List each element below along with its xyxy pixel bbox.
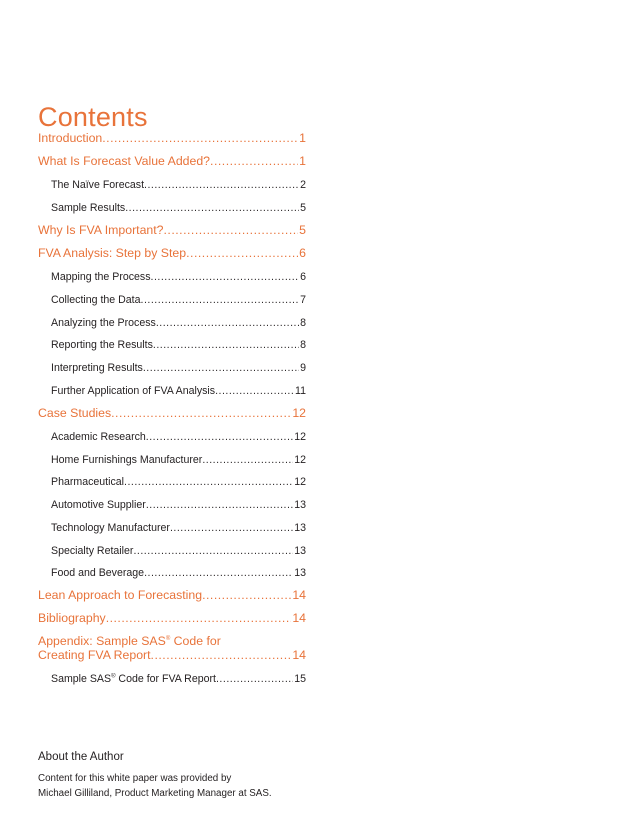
toc-entry-page: 14 (292, 648, 306, 662)
toc-entry-label: What Is Forecast Value Added? (38, 154, 211, 168)
toc-entry-what-is-fva[interactable] (38, 154, 306, 168)
toc-entry-page: 5 (299, 223, 306, 237)
dot-leader (133, 545, 293, 557)
toc-entry-page: 6 (300, 271, 306, 283)
toc-entry-page: 2 (300, 179, 306, 191)
dot-leader (153, 339, 299, 351)
dot-leader (102, 131, 298, 145)
toc-entry-label: Technology Manufacturer (51, 522, 170, 534)
dot-leader (146, 499, 293, 511)
about-author-line: Content for this white paper was provided by (38, 773, 232, 784)
toc-entry-bibliography[interactable] (38, 611, 306, 625)
dot-leader (216, 673, 293, 685)
toc-entry-page: 15 (294, 673, 306, 685)
dot-leader (144, 179, 299, 191)
toc-entry-label: Academic Research (51, 431, 146, 443)
toc-entry-page: 12 (292, 406, 306, 420)
toc-entry-label: Creating FVA Report (38, 648, 151, 662)
toc-entry-naive-forecast[interactable] (51, 179, 306, 191)
dot-leader (164, 223, 299, 237)
toc-entry-label: Introduction (38, 131, 103, 145)
toc-entry-page: 13 (294, 522, 306, 534)
toc-entry-appendix[interactable] (38, 634, 306, 662)
toc-entry-sample-results[interactable] (51, 202, 306, 214)
toc-entry-page: 8 (300, 317, 306, 329)
toc-entry-technology[interactable] (51, 522, 306, 534)
toc-entry-pharmaceutical[interactable] (51, 476, 306, 488)
toc-entry-page: 13 (294, 499, 306, 511)
registered-mark: ® (165, 635, 171, 642)
dot-leader (186, 246, 298, 260)
toc-entry-page: 1 (299, 131, 306, 145)
toc-entry-food-beverage[interactable] (51, 567, 306, 579)
dot-leader (170, 522, 293, 534)
toc-entry-label: Food and Beverage (51, 567, 145, 579)
toc-entry-label: Interpreting Results (51, 362, 143, 374)
toc-entry-academic-research[interactable] (51, 431, 306, 443)
toc-entry-automotive[interactable] (51, 499, 306, 511)
dot-leader (124, 476, 293, 488)
dot-leader (141, 294, 300, 306)
dot-leader (151, 648, 292, 662)
about-author-line: Michael Gilliland, Product Marketing Manager at SAS. (38, 788, 272, 799)
toc-entry-label: The Naïve Forecast (51, 179, 145, 191)
registered-mark: ® (111, 673, 116, 680)
about-author-heading: About the Author (38, 751, 124, 763)
dot-leader (151, 271, 300, 283)
dot-leader (125, 202, 299, 214)
toc-entry-collecting[interactable] (51, 294, 306, 306)
dot-leader (144, 567, 293, 579)
page-title: Contents (38, 102, 148, 133)
toc-entry-fva-analysis[interactable] (38, 246, 306, 260)
toc-entry-sample-sas-code[interactable] (51, 673, 306, 685)
toc-entry-page: 1 (299, 154, 306, 168)
toc-entry-page: 12 (294, 431, 306, 443)
toc-entry-lean-approach[interactable] (38, 588, 306, 602)
toc-entry-label: Home Furnishings Manufacturer (51, 454, 203, 466)
toc-entry-label: FVA Analysis: Step by Step (38, 246, 187, 260)
toc-entry-label: Specialty Retailer (51, 545, 134, 557)
toc-entry-why-fva[interactable] (38, 223, 306, 237)
toc-entry-home-furnishings[interactable] (51, 454, 306, 466)
toc-entry-label: Pharmaceutical (51, 476, 125, 488)
toc-entry-page: 13 (294, 567, 306, 579)
toc-entry-label: Automotive Supplier (51, 499, 146, 511)
toc-entry-reporting[interactable] (51, 339, 306, 351)
dot-leader (106, 611, 292, 625)
toc-entry-page: 12 (294, 476, 306, 488)
toc-entry-page: 7 (300, 294, 306, 306)
toc-entry-specialty-retailer[interactable] (51, 545, 306, 557)
toc-entry-introduction[interactable] (38, 131, 306, 145)
toc-entry-label: Analyzing the Process (51, 317, 156, 329)
toc-entry-page: 11 (295, 385, 306, 397)
toc-entry-label: Case Studies (38, 406, 112, 420)
toc-entry-label: Further Application of FVA Analysis (51, 385, 216, 397)
toc-entry-label: Reporting the Results (51, 339, 153, 351)
dot-leader (210, 154, 298, 168)
toc-entry-label: Lean Approach to Forecasting (38, 588, 203, 602)
toc-entry-page: 14 (292, 588, 306, 602)
dot-leader (143, 362, 299, 374)
toc-entry-line (38, 634, 306, 648)
toc-entry-page: 5 (300, 202, 306, 214)
toc-entry-label: Sample Results (51, 202, 126, 214)
toc-entry-page: 13 (294, 545, 306, 557)
toc-entry-page: 12 (294, 454, 306, 466)
toc-entry-label: Mapping the Process (51, 271, 151, 283)
toc-entry-page: 8 (300, 339, 306, 351)
dot-leader (111, 406, 291, 420)
toc-entry-label: Why Is FVA Important? (38, 223, 164, 237)
about-author-text (38, 771, 338, 801)
dot-leader (202, 454, 293, 466)
dot-leader (156, 317, 299, 329)
toc-entry-line (38, 648, 306, 662)
toc-entry-analyzing[interactable] (51, 317, 306, 329)
toc-entry-page: 6 (299, 246, 306, 260)
toc-entry-case-studies[interactable] (38, 406, 306, 420)
toc-entry-mapping[interactable] (51, 271, 306, 283)
toc-entry-interpreting[interactable] (51, 362, 306, 374)
toc-entry-label: Sample SAS® Code for FVA Report (51, 673, 216, 685)
toc-entry-further-application[interactable] (51, 385, 306, 397)
dot-leader (202, 588, 291, 602)
dot-leader (215, 385, 294, 397)
toc-entry-label: Collecting the Data (51, 294, 141, 306)
toc-entry-page: 14 (292, 611, 306, 625)
toc-entry-page: 9 (300, 362, 306, 374)
toc-entry-label: Appendix: Sample SAS® Code for (38, 634, 221, 648)
toc-entry-label: Bibliography (38, 611, 106, 625)
dot-leader (146, 431, 293, 443)
